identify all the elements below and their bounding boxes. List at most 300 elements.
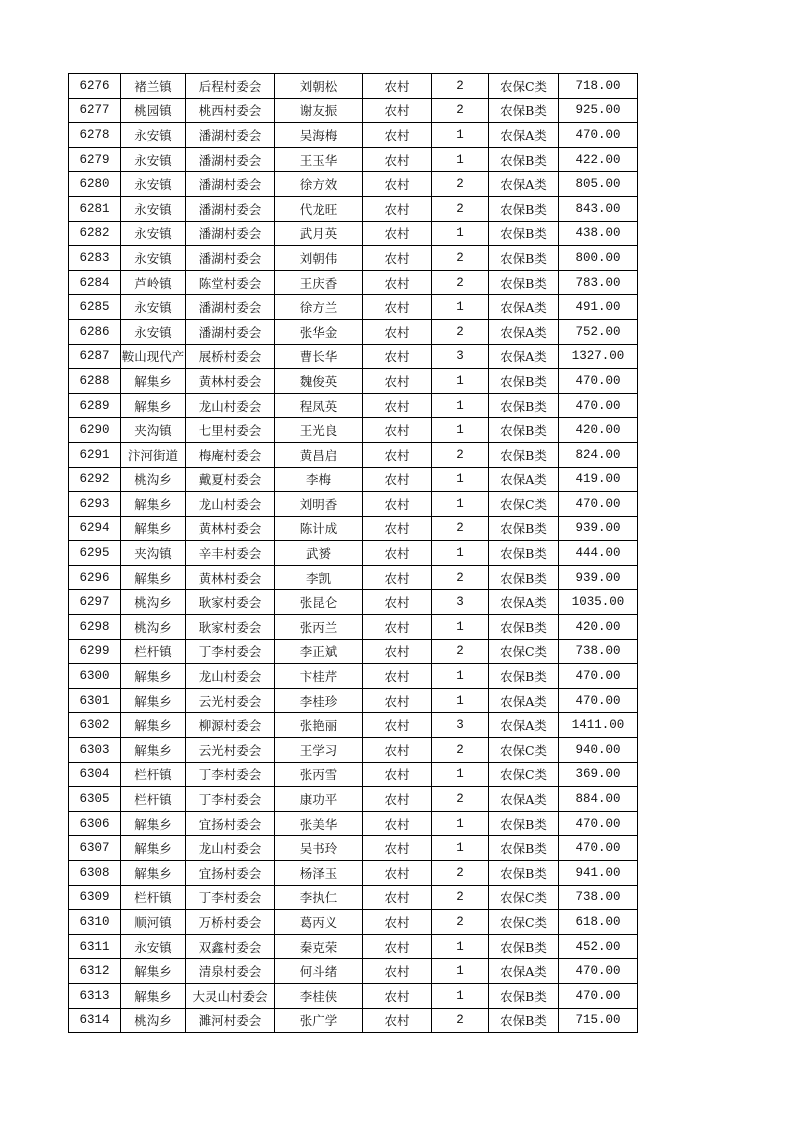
table-row — [69, 738, 638, 763]
person-name-cell: 王学习 — [275, 738, 363, 763]
village-committee-cell: 丁李村委会 — [186, 885, 275, 910]
insurance-category-cell: 农保B类 — [489, 147, 559, 172]
table-row — [69, 319, 638, 344]
table-row — [69, 615, 638, 640]
table-row — [69, 442, 638, 467]
person-name-cell: 刘朝松 — [275, 74, 363, 99]
person-name-cell: 卞桂芹 — [275, 664, 363, 689]
town-cell: 解集乡 — [121, 492, 186, 517]
person-name-cell: 魏俊英 — [275, 369, 363, 394]
amount-cell: 470.00 — [559, 123, 638, 148]
amount-cell: 491.00 — [559, 295, 638, 320]
insurance-category-cell: 农保B类 — [489, 196, 559, 221]
insurance-category-cell: 农保C类 — [489, 74, 559, 99]
row-number-cell: 6283 — [69, 246, 121, 271]
table-row — [69, 123, 638, 148]
village-committee-cell: 潘湖村委会 — [186, 246, 275, 271]
person-name-cell: 李执仁 — [275, 885, 363, 910]
town-cell: 桃沟乡 — [121, 467, 186, 492]
village-committee-cell: 黄林村委会 — [186, 565, 275, 590]
amount-cell: 824.00 — [559, 442, 638, 467]
insurance-category-cell: 农保B类 — [489, 369, 559, 394]
town-cell: 汴河街道 — [121, 442, 186, 467]
household-size-cell: 2 — [432, 172, 489, 197]
residence-type-cell: 农村 — [363, 369, 432, 394]
row-number-cell: 6294 — [69, 516, 121, 541]
amount-cell: 715.00 — [559, 1008, 638, 1033]
amount-cell: 939.00 — [559, 516, 638, 541]
person-name-cell: 张广学 — [275, 1008, 363, 1033]
village-committee-cell: 潘湖村委会 — [186, 221, 275, 246]
insurance-category-cell: 农保B类 — [489, 221, 559, 246]
village-committee-cell: 黄林村委会 — [186, 369, 275, 394]
town-cell: 永安镇 — [121, 221, 186, 246]
row-number-cell: 6280 — [69, 172, 121, 197]
town-cell: 栏杆镇 — [121, 762, 186, 787]
person-name-cell: 康功平 — [275, 787, 363, 812]
person-name-cell: 张美华 — [275, 811, 363, 836]
person-name-cell: 葛丙义 — [275, 910, 363, 935]
amount-cell: 925.00 — [559, 98, 638, 123]
insurance-category-cell: 农保A类 — [489, 344, 559, 369]
town-cell: 鞍山现代产 — [121, 344, 186, 369]
person-name-cell: 程凤英 — [275, 393, 363, 418]
insurance-category-cell: 农保B类 — [489, 393, 559, 418]
row-number-cell: 6287 — [69, 344, 121, 369]
residence-type-cell: 农村 — [363, 664, 432, 689]
village-committee-cell: 展桥村委会 — [186, 344, 275, 369]
village-committee-cell: 龙山村委会 — [186, 492, 275, 517]
village-committee-cell: 耿家村委会 — [186, 615, 275, 640]
insurance-category-cell: 农保B类 — [489, 664, 559, 689]
row-number-cell: 6293 — [69, 492, 121, 517]
person-name-cell: 张丙兰 — [275, 615, 363, 640]
town-cell: 桃沟乡 — [121, 615, 186, 640]
village-committee-cell: 后程村委会 — [186, 74, 275, 99]
row-number-cell: 6279 — [69, 147, 121, 172]
household-size-cell: 1 — [432, 123, 489, 148]
person-name-cell: 王玉华 — [275, 147, 363, 172]
town-cell: 顺河镇 — [121, 910, 186, 935]
town-cell: 栏杆镇 — [121, 639, 186, 664]
row-number-cell: 6300 — [69, 664, 121, 689]
insurance-category-cell: 农保B类 — [489, 615, 559, 640]
town-cell: 永安镇 — [121, 246, 186, 271]
person-name-cell: 曹长华 — [275, 344, 363, 369]
insurance-category-cell: 农保A类 — [489, 319, 559, 344]
town-cell: 解集乡 — [121, 836, 186, 861]
household-size-cell: 2 — [432, 861, 489, 886]
town-cell: 桃沟乡 — [121, 1008, 186, 1033]
table-row — [69, 541, 638, 566]
row-number-cell: 6308 — [69, 861, 121, 886]
residence-type-cell: 农村 — [363, 688, 432, 713]
household-size-cell: 2 — [432, 196, 489, 221]
amount-cell: 618.00 — [559, 910, 638, 935]
row-number-cell: 6281 — [69, 196, 121, 221]
town-cell: 解集乡 — [121, 664, 186, 689]
person-name-cell: 徐方效 — [275, 172, 363, 197]
town-cell: 桃沟乡 — [121, 590, 186, 615]
amount-cell: 939.00 — [559, 565, 638, 590]
residence-type-cell: 农村 — [363, 934, 432, 959]
amount-cell: 1411.00 — [559, 713, 638, 738]
village-committee-cell: 梅庵村委会 — [186, 442, 275, 467]
residence-type-cell: 农村 — [363, 738, 432, 763]
residence-type-cell: 农村 — [363, 418, 432, 443]
town-cell: 永安镇 — [121, 196, 186, 221]
insurance-category-cell: 农保B类 — [489, 442, 559, 467]
village-committee-cell: 龙山村委会 — [186, 836, 275, 861]
amount-cell: 438.00 — [559, 221, 638, 246]
residence-type-cell: 农村 — [363, 344, 432, 369]
amount-cell: 884.00 — [559, 787, 638, 812]
village-committee-cell: 双鑫村委会 — [186, 934, 275, 959]
town-cell: 解集乡 — [121, 738, 186, 763]
table-row — [69, 467, 638, 492]
household-size-cell: 1 — [432, 418, 489, 443]
person-name-cell: 代龙旺 — [275, 196, 363, 221]
household-size-cell: 1 — [432, 811, 489, 836]
town-cell: 永安镇 — [121, 123, 186, 148]
person-name-cell: 张丙雪 — [275, 762, 363, 787]
table-body — [69, 74, 638, 1033]
amount-cell: 369.00 — [559, 762, 638, 787]
insurance-category-cell: 农保A类 — [489, 590, 559, 615]
town-cell: 永安镇 — [121, 319, 186, 344]
town-cell: 解集乡 — [121, 393, 186, 418]
household-size-cell: 2 — [432, 885, 489, 910]
row-number-cell: 6298 — [69, 615, 121, 640]
person-name-cell: 张昆仑 — [275, 590, 363, 615]
town-cell: 永安镇 — [121, 147, 186, 172]
village-committee-cell: 耿家村委会 — [186, 590, 275, 615]
village-committee-cell: 龙山村委会 — [186, 393, 275, 418]
row-number-cell: 6307 — [69, 836, 121, 861]
village-committee-cell: 万桥村委会 — [186, 910, 275, 935]
household-size-cell: 1 — [432, 664, 489, 689]
insurance-category-cell: 农保B类 — [489, 98, 559, 123]
amount-cell: 940.00 — [559, 738, 638, 763]
insurance-category-cell: 农保C类 — [489, 762, 559, 787]
amount-cell: 470.00 — [559, 393, 638, 418]
table-row — [69, 492, 638, 517]
insurance-category-cell: 农保B类 — [489, 516, 559, 541]
household-size-cell: 1 — [432, 615, 489, 640]
residence-type-cell: 农村 — [363, 147, 432, 172]
amount-cell: 470.00 — [559, 959, 638, 984]
town-cell: 解集乡 — [121, 983, 186, 1008]
table-row — [69, 934, 638, 959]
household-size-cell: 1 — [432, 934, 489, 959]
amount-cell: 470.00 — [559, 492, 638, 517]
amount-cell: 470.00 — [559, 664, 638, 689]
person-name-cell: 吴书玲 — [275, 836, 363, 861]
table-row — [69, 221, 638, 246]
table-row — [69, 172, 638, 197]
amount-cell: 805.00 — [559, 172, 638, 197]
beneficiary-table — [68, 73, 638, 1033]
person-name-cell: 张华金 — [275, 319, 363, 344]
town-cell: 芦岭镇 — [121, 270, 186, 295]
amount-cell: 444.00 — [559, 541, 638, 566]
town-cell: 永安镇 — [121, 172, 186, 197]
person-name-cell: 武月英 — [275, 221, 363, 246]
person-name-cell: 李正斌 — [275, 639, 363, 664]
insurance-category-cell: 农保A类 — [489, 123, 559, 148]
residence-type-cell: 农村 — [363, 836, 432, 861]
amount-cell: 420.00 — [559, 418, 638, 443]
household-size-cell: 1 — [432, 393, 489, 418]
table-row — [69, 787, 638, 812]
insurance-category-cell: 农保A类 — [489, 713, 559, 738]
table-row — [69, 418, 638, 443]
person-name-cell: 吴海梅 — [275, 123, 363, 148]
town-cell: 解集乡 — [121, 811, 186, 836]
table-row — [69, 98, 638, 123]
amount-cell: 843.00 — [559, 196, 638, 221]
village-committee-cell: 大灵山村委会 — [186, 983, 275, 1008]
row-number-cell: 6289 — [69, 393, 121, 418]
village-committee-cell: 潘湖村委会 — [186, 295, 275, 320]
insurance-category-cell: 农保B类 — [489, 246, 559, 271]
village-committee-cell: 戴夏村委会 — [186, 467, 275, 492]
table-row — [69, 393, 638, 418]
household-size-cell: 2 — [432, 442, 489, 467]
row-number-cell: 6299 — [69, 639, 121, 664]
village-committee-cell: 潘湖村委会 — [186, 196, 275, 221]
table-row — [69, 565, 638, 590]
household-size-cell: 2 — [432, 98, 489, 123]
table-row — [69, 713, 638, 738]
insurance-category-cell: 农保C类 — [489, 639, 559, 664]
village-committee-cell: 七里村委会 — [186, 418, 275, 443]
insurance-category-cell: 农保A类 — [489, 688, 559, 713]
insurance-category-cell: 农保A类 — [489, 959, 559, 984]
household-size-cell: 3 — [432, 590, 489, 615]
person-name-cell: 黄昌启 — [275, 442, 363, 467]
household-size-cell: 1 — [432, 836, 489, 861]
row-number-cell: 6285 — [69, 295, 121, 320]
village-committee-cell: 龙山村委会 — [186, 664, 275, 689]
village-committee-cell: 柳源村委会 — [186, 713, 275, 738]
row-number-cell: 6290 — [69, 418, 121, 443]
residence-type-cell: 农村 — [363, 983, 432, 1008]
household-size-cell: 2 — [432, 1008, 489, 1033]
residence-type-cell: 农村 — [363, 713, 432, 738]
insurance-category-cell: 农保B类 — [489, 1008, 559, 1033]
residence-type-cell: 农村 — [363, 172, 432, 197]
village-committee-cell: 丁李村委会 — [186, 639, 275, 664]
table-row — [69, 762, 638, 787]
person-name-cell: 杨泽玉 — [275, 861, 363, 886]
row-number-cell: 6303 — [69, 738, 121, 763]
row-number-cell: 6306 — [69, 811, 121, 836]
household-size-cell: 1 — [432, 467, 489, 492]
town-cell: 栏杆镇 — [121, 885, 186, 910]
amount-cell: 419.00 — [559, 467, 638, 492]
town-cell: 解集乡 — [121, 688, 186, 713]
table-row — [69, 983, 638, 1008]
household-size-cell: 1 — [432, 983, 489, 1008]
row-number-cell: 6277 — [69, 98, 121, 123]
person-name-cell: 王光良 — [275, 418, 363, 443]
residence-type-cell: 农村 — [363, 492, 432, 517]
amount-cell: 1327.00 — [559, 344, 638, 369]
residence-type-cell: 农村 — [363, 885, 432, 910]
row-number-cell: 6304 — [69, 762, 121, 787]
household-size-cell: 1 — [432, 541, 489, 566]
insurance-category-cell: 农保C类 — [489, 885, 559, 910]
amount-cell: 452.00 — [559, 934, 638, 959]
insurance-category-cell: 农保B类 — [489, 934, 559, 959]
row-number-cell: 6292 — [69, 467, 121, 492]
amount-cell: 783.00 — [559, 270, 638, 295]
insurance-category-cell: 农保A类 — [489, 467, 559, 492]
row-number-cell: 6310 — [69, 910, 121, 935]
insurance-category-cell: 农保C类 — [489, 910, 559, 935]
village-committee-cell: 陈堂村委会 — [186, 270, 275, 295]
row-number-cell: 6314 — [69, 1008, 121, 1033]
person-name-cell: 何斗绪 — [275, 959, 363, 984]
household-size-cell: 1 — [432, 369, 489, 394]
household-size-cell: 2 — [432, 246, 489, 271]
residence-type-cell: 农村 — [363, 762, 432, 787]
insurance-category-cell: 农保A类 — [489, 172, 559, 197]
household-size-cell: 2 — [432, 319, 489, 344]
residence-type-cell: 农村 — [363, 270, 432, 295]
row-number-cell: 6276 — [69, 74, 121, 99]
household-size-cell: 3 — [432, 344, 489, 369]
village-committee-cell: 黄林村委会 — [186, 516, 275, 541]
town-cell: 解集乡 — [121, 713, 186, 738]
person-name-cell: 秦克荣 — [275, 934, 363, 959]
household-size-cell: 2 — [432, 639, 489, 664]
amount-cell: 718.00 — [559, 74, 638, 99]
person-name-cell: 李梅 — [275, 467, 363, 492]
table-row — [69, 147, 638, 172]
amount-cell: 738.00 — [559, 885, 638, 910]
household-size-cell: 1 — [432, 147, 489, 172]
village-committee-cell: 丁李村委会 — [186, 762, 275, 787]
table-row — [69, 590, 638, 615]
insurance-category-cell: 农保B类 — [489, 270, 559, 295]
amount-cell: 420.00 — [559, 615, 638, 640]
town-cell: 解集乡 — [121, 516, 186, 541]
row-number-cell: 6302 — [69, 713, 121, 738]
table-row — [69, 369, 638, 394]
town-cell: 永安镇 — [121, 934, 186, 959]
town-cell: 永安镇 — [121, 295, 186, 320]
household-size-cell: 2 — [432, 270, 489, 295]
row-number-cell: 6311 — [69, 934, 121, 959]
residence-type-cell: 农村 — [363, 910, 432, 935]
residence-type-cell: 农村 — [363, 590, 432, 615]
residence-type-cell: 农村 — [363, 246, 432, 271]
person-name-cell: 陈计成 — [275, 516, 363, 541]
row-number-cell: 6305 — [69, 787, 121, 812]
town-cell: 夹沟镇 — [121, 418, 186, 443]
village-committee-cell: 云光村委会 — [186, 738, 275, 763]
table-row — [69, 836, 638, 861]
amount-cell: 470.00 — [559, 811, 638, 836]
table-row — [69, 959, 638, 984]
residence-type-cell: 农村 — [363, 516, 432, 541]
row-number-cell: 6297 — [69, 590, 121, 615]
amount-cell: 941.00 — [559, 861, 638, 886]
person-name-cell: 张艳丽 — [275, 713, 363, 738]
residence-type-cell: 农村 — [363, 565, 432, 590]
table-row — [69, 196, 638, 221]
residence-type-cell: 农村 — [363, 98, 432, 123]
row-number-cell: 6313 — [69, 983, 121, 1008]
amount-cell: 470.00 — [559, 983, 638, 1008]
household-size-cell: 2 — [432, 516, 489, 541]
village-committee-cell: 潘湖村委会 — [186, 319, 275, 344]
row-number-cell: 6312 — [69, 959, 121, 984]
household-size-cell: 1 — [432, 959, 489, 984]
household-size-cell: 2 — [432, 787, 489, 812]
insurance-category-cell: 农保B类 — [489, 418, 559, 443]
insurance-category-cell: 农保B类 — [489, 811, 559, 836]
residence-type-cell: 农村 — [363, 74, 432, 99]
row-number-cell: 6278 — [69, 123, 121, 148]
amount-cell: 752.00 — [559, 319, 638, 344]
table-row — [69, 688, 638, 713]
row-number-cell: 6301 — [69, 688, 121, 713]
insurance-category-cell: 农保A类 — [489, 295, 559, 320]
household-size-cell: 2 — [432, 565, 489, 590]
village-committee-cell: 宜扬村委会 — [186, 811, 275, 836]
town-cell: 褚兰镇 — [121, 74, 186, 99]
residence-type-cell: 农村 — [363, 196, 432, 221]
residence-type-cell: 农村 — [363, 811, 432, 836]
amount-cell: 470.00 — [559, 836, 638, 861]
row-number-cell: 6291 — [69, 442, 121, 467]
village-committee-cell: 丁李村委会 — [186, 787, 275, 812]
table-row — [69, 861, 638, 886]
amount-cell: 470.00 — [559, 688, 638, 713]
person-name-cell: 徐方兰 — [275, 295, 363, 320]
village-committee-cell: 桃西村委会 — [186, 98, 275, 123]
amount-cell: 1035.00 — [559, 590, 638, 615]
residence-type-cell: 农村 — [363, 442, 432, 467]
village-committee-cell: 云光村委会 — [186, 688, 275, 713]
village-committee-cell: 潘湖村委会 — [186, 172, 275, 197]
residence-type-cell: 农村 — [363, 541, 432, 566]
insurance-category-cell: 农保A类 — [489, 787, 559, 812]
row-number-cell: 6286 — [69, 319, 121, 344]
row-number-cell: 6309 — [69, 885, 121, 910]
table-row — [69, 344, 638, 369]
table-row — [69, 885, 638, 910]
household-size-cell: 1 — [432, 492, 489, 517]
person-name-cell: 王庆香 — [275, 270, 363, 295]
residence-type-cell: 农村 — [363, 123, 432, 148]
row-number-cell: 6282 — [69, 221, 121, 246]
insurance-category-cell: 农保B类 — [489, 836, 559, 861]
household-size-cell: 3 — [432, 713, 489, 738]
residence-type-cell: 农村 — [363, 393, 432, 418]
town-cell: 桃园镇 — [121, 98, 186, 123]
village-committee-cell: 清泉村委会 — [186, 959, 275, 984]
insurance-category-cell: 农保B类 — [489, 565, 559, 590]
town-cell: 解集乡 — [121, 861, 186, 886]
village-committee-cell: 潘湖村委会 — [186, 147, 275, 172]
household-size-cell: 1 — [432, 221, 489, 246]
household-size-cell: 1 — [432, 688, 489, 713]
residence-type-cell: 农村 — [363, 861, 432, 886]
